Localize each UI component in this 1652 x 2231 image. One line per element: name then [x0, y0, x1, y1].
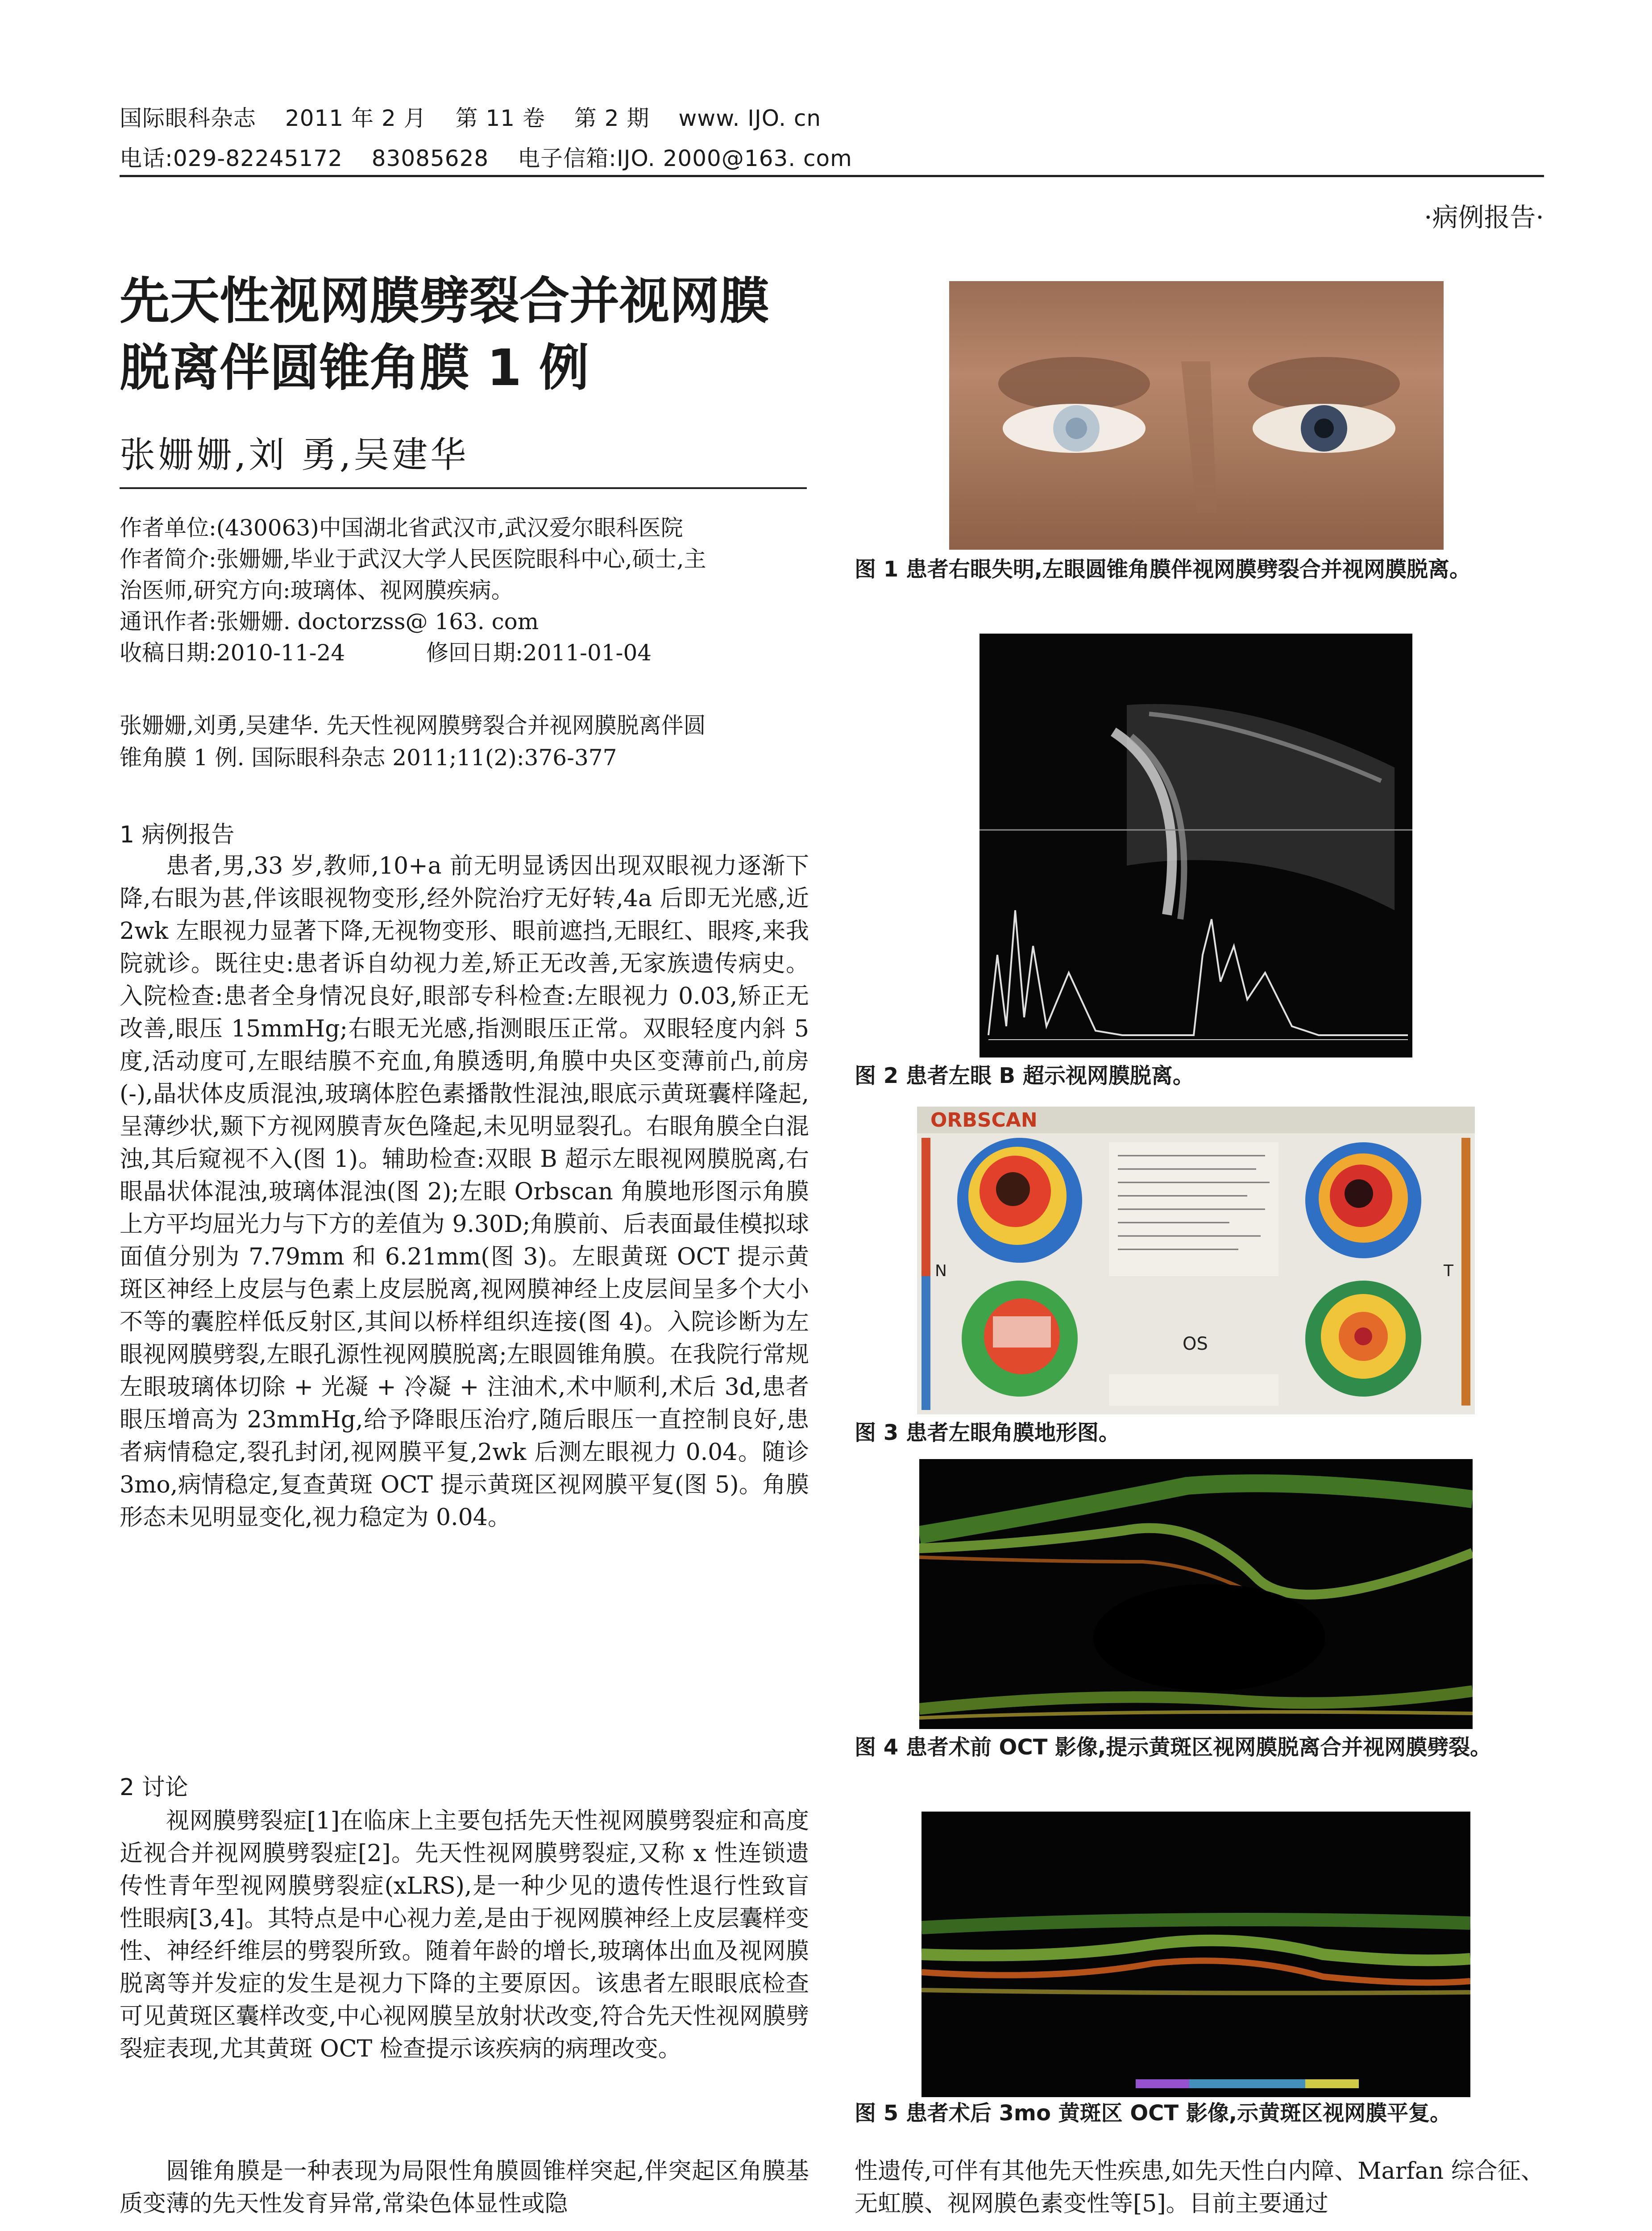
figure-2-caption: 图 2 患者左眼 B 超示视网膜脱离。 [855, 1063, 1194, 1088]
phone2: 83085628 [371, 145, 489, 171]
received-date: 收稿日期:2010-11-24 [120, 640, 345, 666]
journal-name: 国际眼科杂志 [120, 105, 256, 131]
citation [120, 709, 816, 774]
figure-5-oct [921, 1812, 1470, 2097]
figure-3-caption: 图 3 患者左眼角膜地形图。 [855, 1420, 1120, 1445]
case-report-text [120, 850, 809, 1534]
phone: 电话:029-82245172 [120, 145, 343, 171]
figure-2-ultrasound [980, 634, 1412, 1057]
oct-preop-image [919, 1459, 1473, 1729]
citation-line-1: 张姗姗,刘勇,吴建华. 先天性视网膜劈裂合并视网膜脱离伴圆 [120, 713, 706, 738]
face-illustration [949, 281, 1444, 550]
corresponding-author: 通讯作者:张姗姗. doctorzss@ 163. com [120, 609, 539, 634]
figure-3-orbscan [917, 1107, 1475, 1414]
paragraph-discussion-3: 性遗传,可伴有其他先天性疾患,如先天性白内障、Marfan 综合征、无虹膜、视网膜色素变性等[5]。目前主要通过 [855, 2158, 1544, 2217]
orbscan-logo: ORBSCAN [930, 1109, 1038, 1132]
title-rule [120, 487, 807, 489]
orbscan-nasal-label: N [935, 1262, 947, 1280]
discussion-text-2 [120, 2155, 809, 2220]
journal-website[interactable]: www. IJO. cn [678, 105, 822, 131]
authors: 张姗姗,刘 勇,吴建华 [120, 434, 469, 476]
email[interactable]: 电子信箱:IJO. 2000@163. com [518, 145, 852, 171]
paragraph-discussion-1: 视网膜劈裂症[1]在临床上主要包括先天性视网膜劈裂症和高度近视合并视网膜劈裂症[2]。先天性视网膜劈裂症,又称 x 性连锁遗传性青年型视网膜劈裂症(xLRS),是一种少见的遗传性退行性致盲性眼病[3,4]。其特点是中心视力差,是由于视网膜神经上皮层囊样变性、神经纤维层的劈裂所致。随着年龄的增长,玻璃体出血及视网膜脱离等并发症的发生是视力下降的主要原因。该患者左眼眼底检查可见黄斑区囊样改变,中心视网膜呈放射状改变,符合先天性视网膜劈裂症表现,尤其黄斑 OCT 检查提示该疾病的病理改变。 [120, 1808, 809, 2062]
title-line-1: 先天性视网膜劈裂合并视网膜 [120, 272, 769, 330]
figure-4-caption [855, 1731, 1546, 1763]
bio-line-1: 作者简介:张姗姗,毕业于武汉大学人民医院眼科中心,硕士,主 [120, 546, 706, 572]
figure-5-caption: 图 5 患者术后 3mo 黄斑区 OCT 影像,示黄斑区视网膜平复。 [855, 2101, 1452, 2126]
section-tag: ·病例报告· [1424, 202, 1544, 232]
orbscan-temporal-label: T [1444, 1262, 1453, 1280]
paragraph-discussion-2: 圆锥角膜是一种表现为局限性角膜圆锥样突起,伴突起区角膜基质变薄的先天性发育异常,常染色体显性或隐 [120, 2158, 809, 2217]
journal-header-line2 [120, 141, 874, 173]
orbscan-os-label: OS [1183, 1334, 1208, 1354]
issue-date: 2011 年 2 月 [285, 105, 427, 131]
issue: 第 2 期 [574, 105, 650, 131]
revised-date: 修回日期:2011-01-04 [426, 640, 652, 666]
dates [120, 637, 816, 668]
figure-1-photo [949, 281, 1444, 550]
paragraph-case: 患者,男,33 岁,教师,10+a 前无明显诱因出现双眼视力逐渐下降,右眼为甚,伴该眼视物变形,经外院治疗无好转,4a 后即无光感,近 2wk 左眼视力显著下降,无视物变形、眼前遮挡,无眼红、眼疼,来我院就诊。既往史:患者诉自幼视力差,矫正无改善,无家族遗传病史。入院检查:患者全身情况良好,眼部专科检查:左眼视力 0.03,矫正无改善,眼压 15mmHg;右眼无光感,指测眼压正常。双眼轻度内斜 5 度,活动度可,左眼结膜不充血,角膜透明,角膜中央区变薄前凸,前房(-),晶状体皮质混浊,玻璃体腔色素播散性混浊,眼底示黄斑囊样隆起,呈薄纱状,颞下方视网膜青灰色隆起,未见明显裂孔。右眼角膜全白混浊,其后窥视不入(图 1)。辅助检查:双眼 B 超示左眼视网膜脱离,右眼晶状体混浊,玻璃体混浊(图 2);左眼 Orbscan 角膜地形图示角膜上方平均屈光力与下方的差值为 9.30D;角膜前、后表面最佳模拟球面值分别为 7.79mm 和 6.21mm(图 3)。左眼黄斑 OCT 提示黄斑区神经上皮层与色素上皮层脱离,视网膜神经上皮层间呈多个大小不等的囊腔样低反射区,其间以桥样组织连接(图 4)。入院诊断为左眼视网膜劈裂,左眼孔源性视网膜脱离;左眼圆锥角膜。在我院行常规左眼玻璃体切除 + 光凝 + 冷凝 + 注油术,术中顺利,术后 3d,患者眼压增高为 23mmHg,给予降眼压治疗,随后眼压一直控制良好,患者病情稳定,裂孔封闭,视网膜平复,2wk 后测左眼视力 0.04。随诊 3mo,病情稳定,复查黄斑 OCT 提示黄斑区视网膜平复(图 5)。角膜形态未见明显变化,视力稳定为 0.04。 [120, 853, 809, 1531]
article-title [120, 268, 816, 402]
discussion-text-3 [855, 2155, 1544, 2220]
section-heading-1: 1 病例报告 [120, 821, 235, 848]
figure-1-caption: 图 1 患者右眼失明,左眼圆锥角膜伴视网膜劈裂合并视网膜脱离。 [855, 557, 1471, 582]
author-info [120, 512, 816, 668]
section-heading-2: 2 讨论 [120, 1774, 188, 1801]
affiliation: 作者单位:(430063)中国湖北省武汉市,武汉爱尔眼科医院 [120, 515, 683, 541]
figure-4-oct [919, 1459, 1473, 1729]
journal-header-line1 [120, 100, 843, 133]
figure-4-caption-text: 图 4 患者术前 OCT 影像,提示黄斑区视网膜脱离合并视网膜劈裂。 [855, 1735, 1492, 1760]
title-line-2: 脱离伴圆锥角膜 1 例 [120, 339, 589, 397]
oct-postop-image [921, 1812, 1470, 2097]
bio-line-2: 治医师,研究方向:玻璃体、视网膜疾病。 [120, 577, 514, 603]
citation-line-2: 锥角膜 1 例. 国际眼科杂志 2011;11(2):376-377 [120, 745, 617, 771]
header-rule [120, 175, 1544, 177]
orbscan-map [917, 1107, 1475, 1414]
b-scan-image [980, 634, 1412, 1057]
discussion-text [120, 1805, 809, 2065]
volume: 第 11 卷 [455, 105, 545, 131]
